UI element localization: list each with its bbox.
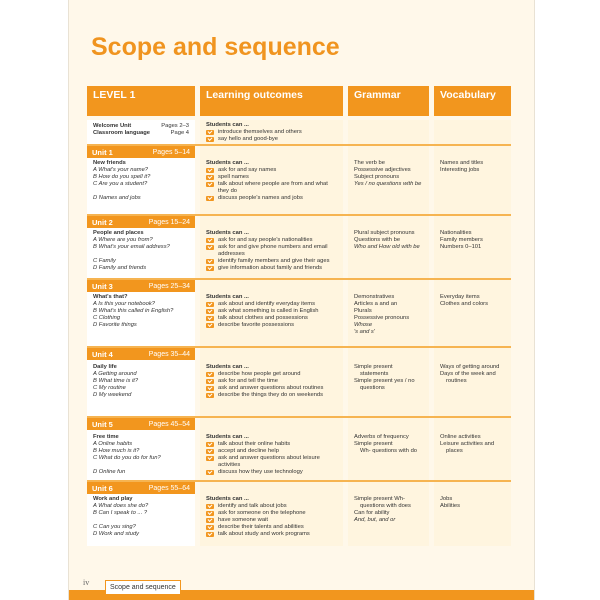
check-icon xyxy=(206,137,214,142)
page-title: Scope and sequence xyxy=(91,33,340,61)
outcome-item: have someone wait xyxy=(206,517,310,524)
check-icon xyxy=(206,393,214,398)
outcome-item: talk about study and work programs xyxy=(206,531,310,538)
check-icon xyxy=(206,175,214,180)
outcome-item: talk about where people are from and what they do xyxy=(206,181,338,195)
outcome-item: ask and answer questions about routines xyxy=(206,385,323,392)
outcome-item: give information about family and friends xyxy=(206,265,342,272)
outcome-item: say hello and good-bye xyxy=(206,136,302,143)
check-icon xyxy=(206,302,214,307)
header-vocabulary: Vocabulary xyxy=(434,86,511,116)
outcome-item: ask what something is called in English xyxy=(206,308,319,315)
outcome-item: accept and decline help xyxy=(206,448,342,455)
check-icon xyxy=(206,323,214,328)
check-icon xyxy=(206,532,214,537)
outcome-item: describe how people get around xyxy=(206,371,323,378)
outcome-item: discuss how they use technology xyxy=(206,469,342,476)
unit-bar: Unit 4 Pages 35–44 xyxy=(87,348,195,360)
check-icon xyxy=(206,245,214,250)
outcome-item: describe favorite possessions xyxy=(206,322,319,329)
check-icon xyxy=(206,168,214,173)
outcome-item: ask and answer questions about leisure activities xyxy=(206,455,342,469)
check-icon xyxy=(206,309,214,314)
outcome-item: ask about and identify everyday items xyxy=(206,301,319,308)
check-icon xyxy=(206,130,214,135)
unit-row: Unit 1 Pages 5–14 New friends A What's your name? B How do you spell it? C Are you a student? D Names and jobs Students can ... ask for and say names spell names talk about where people are from and what they do discuss people's names and jobs The verb be Possessive adjectives Subject pronouns Yes / no questions with be Names and titles Interesting jobs xyxy=(87,146,511,214)
check-icon xyxy=(206,449,214,454)
check-icon xyxy=(206,456,214,461)
outcome-item: discuss people's names and jobs xyxy=(206,195,338,202)
check-icon xyxy=(206,525,214,530)
unit-row: Unit 2 Pages 15–24 People and places A Where are you from? B What's your email address? C Family D Family and friends Students can ... ask for and say people's nationalities ask for and give phone numbers and email addresses identify family members and give their ages give information about family and friends Plural subject pronouns Questions with be Who and How old with be Nationalities Family members Numbers 0–101 xyxy=(87,216,511,278)
check-icon xyxy=(206,238,214,243)
check-icon xyxy=(206,372,214,377)
unit-bar: Unit 2 Pages 15–24 xyxy=(87,216,195,228)
welcome-row: Welcome Unit Pages 2–3 Classroom language Page 4 Students can ... introduce themselves and others say hello and good-bye xyxy=(87,120,511,144)
check-icon xyxy=(206,504,214,509)
unit-bar: Unit 1 Pages 5–14 xyxy=(87,146,195,158)
unit-row: Unit 6 Pages 55–64 Work and play A What does she do? B Can I speak to ... ? C Can you sing? D Work and study Students can ... identify and talk about jobs ask for someone on the telephone have someone wait describe their talents and abilities talk about study and work programs Simple present Wh- questions with does Can for ability And, but, and or Jobs Abilities xyxy=(87,482,511,546)
outcome-item: identify and talk about jobs xyxy=(206,503,310,510)
check-icon xyxy=(206,442,214,447)
document-page xyxy=(68,0,535,600)
page-number: iv xyxy=(83,578,90,587)
outcome-item: talk about clothes and possessions xyxy=(206,315,319,322)
check-icon xyxy=(206,266,214,271)
check-icon xyxy=(206,511,214,516)
check-icon xyxy=(206,316,214,321)
outcome-item: identify family members and give their ages xyxy=(206,258,342,265)
check-icon xyxy=(206,518,214,523)
unit-bar: Unit 3 Pages 25–34 xyxy=(87,280,195,292)
check-icon xyxy=(206,470,214,475)
unit-bar: Unit 5 Pages 45–54 xyxy=(87,418,195,430)
outcome-item: describe their talents and abilities xyxy=(206,524,310,531)
check-icon xyxy=(206,259,214,264)
header-level: LEVEL 1 xyxy=(87,86,195,116)
outcome-item: ask for and say names xyxy=(206,167,338,174)
outcome-item: talk about their online habits xyxy=(206,441,342,448)
unit-row: Unit 5 Pages 45–54 Free time A Online habits B How much is it? C What do you do for fun? D Online fun Students can ... talk about their online habits accept and decline help ask and answer questions about leisure activities discuss how they use technology Adverbs of frequency Simple present Wh- questions with do Online activities Leisure activities and places xyxy=(87,418,511,480)
outcome-item: ask for and say people's nationalities xyxy=(206,237,342,244)
check-icon xyxy=(206,386,214,391)
footer-section-label: Scope and sequence xyxy=(105,580,181,595)
outcome-item: ask for and give phone numbers and email addresses xyxy=(206,244,342,258)
check-icon xyxy=(206,182,214,187)
outcome-item: describe the things they do on weekends xyxy=(206,392,323,399)
unit-row: Unit 4 Pages 35–44 Daily life A Getting around B What time is it? C My routine D My weekend Students can ... describe how people get around ask for and tell the time ask and answer questions about routines describe the things they do on weekends Simple present statements Simple present yes / no questions Ways of getting around Days of the week and routines xyxy=(87,348,511,416)
header-learning-outcomes: Learning outcomes xyxy=(200,86,343,116)
unit-bar: Unit 6 Pages 55–64 xyxy=(87,482,195,494)
outcome-item: ask for and tell the time xyxy=(206,378,323,385)
check-icon xyxy=(206,379,214,384)
outcome-item: spell names xyxy=(206,174,338,181)
outcome-item: introduce themselves and others xyxy=(206,129,302,136)
outcome-item: ask for someone on the telephone xyxy=(206,510,310,517)
header-grammar: Grammar xyxy=(348,86,429,116)
check-icon xyxy=(206,196,214,201)
unit-row: Unit 3 Pages 25–34 What's that? A Is this your notebook? B What's this called in English? C Clothing D Favorite things Students can ... ask about and identify everyday items ask what something is called in English talk about clothes and possessions describe favorite possessions Demonstratives Articles a and an Plurals Possessive pronouns Whose 's and s' Everyday items Clothes and colors xyxy=(87,280,511,346)
